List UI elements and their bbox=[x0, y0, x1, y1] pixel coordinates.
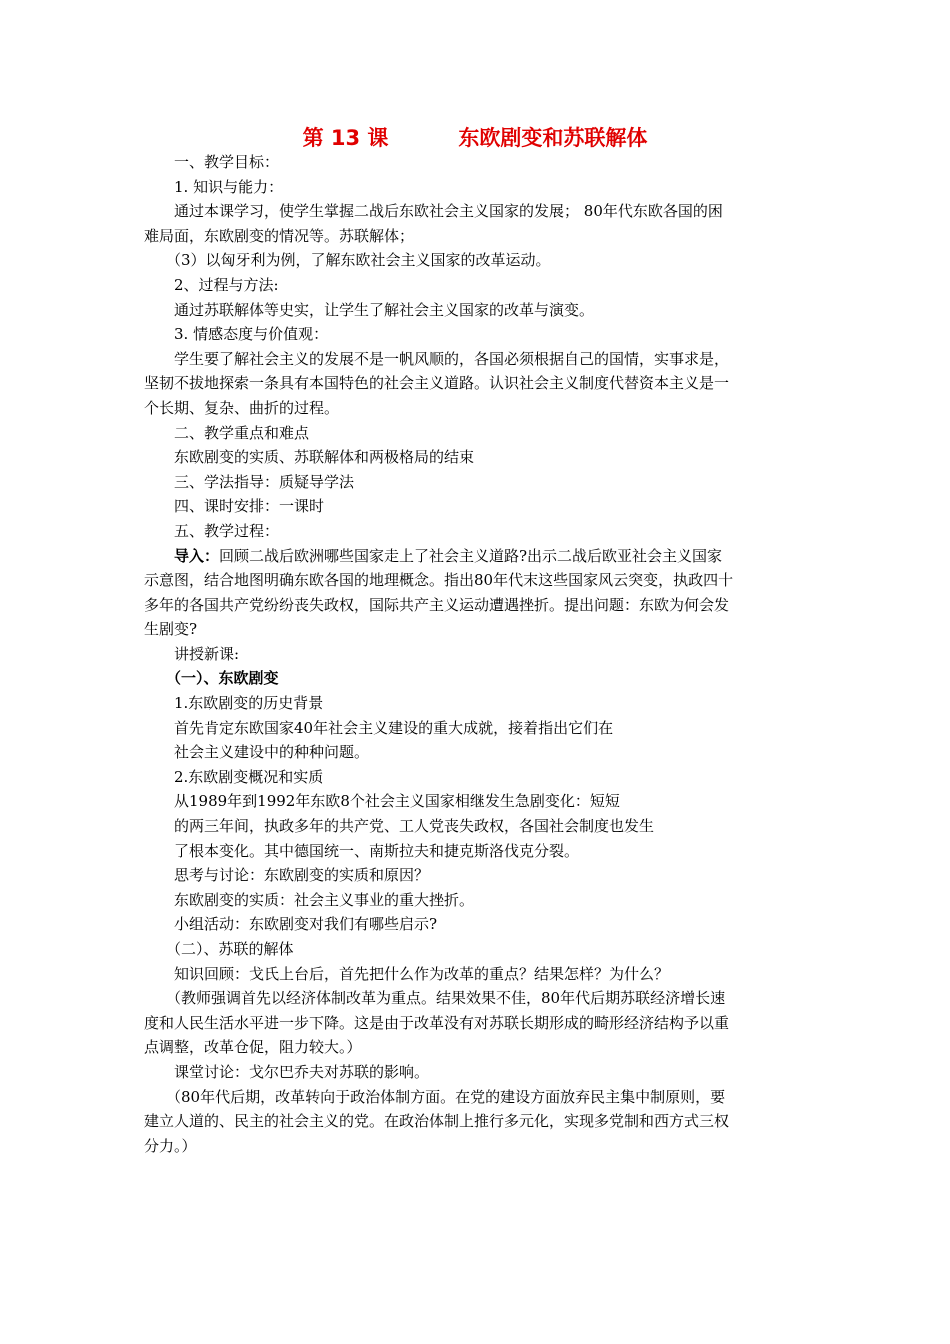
body-line: 课堂讨论：戈尔巴乔夫对苏联的影响。 bbox=[174, 1062, 430, 1081]
body-line: 东欧剧变的实质、苏联解体和两极格局的结束 bbox=[174, 448, 475, 467]
body-line: 点调整，改革仓促，阻力较大。） bbox=[144, 1038, 362, 1057]
body-line: 社会主义建设中的种种问题。 bbox=[174, 743, 370, 762]
section-heading: （二）、苏联的解体 bbox=[166, 940, 294, 958]
body-line: 2.东欧剧变概况和实质 bbox=[174, 767, 324, 786]
body-line: 学生要了解社会主义的发展不是一帆风顺的，各国必须根据自己的国情，实事求是， bbox=[174, 349, 730, 368]
body-line: 通过本课学习，使学生掌握二战后东欧社会主义国家的发展； 80年代东欧各国的困 bbox=[174, 202, 723, 221]
body-line: 坚韧不拔地探索一条具有本国特色的社会主义道路。认识社会主义制度代替资本主义是一 bbox=[144, 374, 730, 393]
intro-line: 导入：回顾二战后欧洲哪些国家走上了社会主义道路?出示二战后欧亚社会主义国家 bbox=[174, 546, 723, 565]
body-line: （80年代后期，改革转向于政治体制方面。在党的建设方面放弃民主集中制原则，要 bbox=[166, 1087, 726, 1106]
body-line: 通过苏联解体等史实，让学生了解社会主义国家的改革与演变。 bbox=[174, 300, 595, 319]
body-line: 个长期、复杂、曲折的过程。 bbox=[144, 398, 340, 417]
body-line: 难局面，东欧剧变的情况等。苏联解体； bbox=[144, 226, 415, 245]
body-line: 小组活动：东欧剧变对我们有哪些启示? bbox=[174, 915, 438, 934]
heading-process: 五、教学过程： bbox=[174, 521, 280, 540]
intro-line: 生剧变? bbox=[144, 620, 198, 639]
lesson-title bbox=[0, 122, 950, 152]
body-line: 1.东欧剧变的历史背景 bbox=[174, 694, 324, 713]
heading-method: 三、学法指导：质疑导学法 bbox=[174, 472, 355, 491]
body-line: 了根本变化。其中德国统一、南斯拉夫和捷克斯洛伐克分裂。 bbox=[174, 841, 580, 860]
heading-objectives: 一、教学目标： bbox=[174, 153, 280, 171]
heading-schedule: 四、课时安排：一课时 bbox=[174, 497, 325, 516]
lesson-number: 第 13 课 bbox=[302, 126, 389, 150]
body-line: 建立人道的、民主的社会主义的党。在政治体制上推行多元化，实现多党制和西方式三权 bbox=[144, 1112, 730, 1131]
body-line: 知识回顾：戈氏上台后，首先把什么作为改革的重点？结果怎样？为什么？ bbox=[174, 964, 670, 983]
body-line: （3）以匈牙利为例，了解东欧社会主义国家的改革运动。 bbox=[166, 251, 551, 270]
subheading-values: 3. 情感态度与价值观： bbox=[174, 325, 329, 344]
intro-line: 多年的各国共产党纷纷丧失政权，国际共产主义运动遭遇挫折。提出问题：东欧为何会发 bbox=[144, 595, 730, 614]
body-line: 分力。） bbox=[144, 1136, 197, 1155]
heading-key-points: 二、教学重点和难点 bbox=[174, 423, 310, 442]
intro-line: 示意图，结合地图明确东欧各国的地理概念。指出80年代末这些国家风云突变，执政四十 bbox=[144, 571, 734, 590]
section-heading: （一）、东欧剧变 bbox=[166, 669, 279, 688]
lesson-body bbox=[144, 150, 810, 1158]
body-line: 思考与讨论：东欧剧变的实质和原因？ bbox=[174, 866, 430, 885]
body-line: （教师强调首先以经济体制改革为重点。结果效果不佳，80年代后期苏联经济增长速 bbox=[166, 989, 726, 1008]
body-line: 首先肯定东欧国家40年社会主义建设的重大成就，接着指出它们在 bbox=[174, 718, 614, 737]
body-line: 度和人民生活水平进一步下降。这是由于改革没有对苏联长期形成的畸形经济结构予以重 bbox=[144, 1013, 730, 1032]
intro-label: 导入： bbox=[174, 546, 220, 565]
body-line: 的两三年间，执政多年的共产党、工人党丧失政权，各国社会制度也发生 bbox=[174, 817, 655, 836]
body-line: 讲授新课: bbox=[174, 644, 240, 663]
lesson-name: 东欧剧变和苏联解体 bbox=[458, 126, 648, 150]
subheading-knowledge: 1. 知识与能力： bbox=[174, 177, 284, 196]
body-line: 从1989年到1992年东欧8个社会主义国家相继发生急剧变化：短短 bbox=[174, 792, 620, 811]
subheading-process: 2、过程与方法: bbox=[174, 275, 279, 294]
body-line: 东欧剧变的实质：社会主义事业的重大挫折。 bbox=[174, 890, 475, 909]
